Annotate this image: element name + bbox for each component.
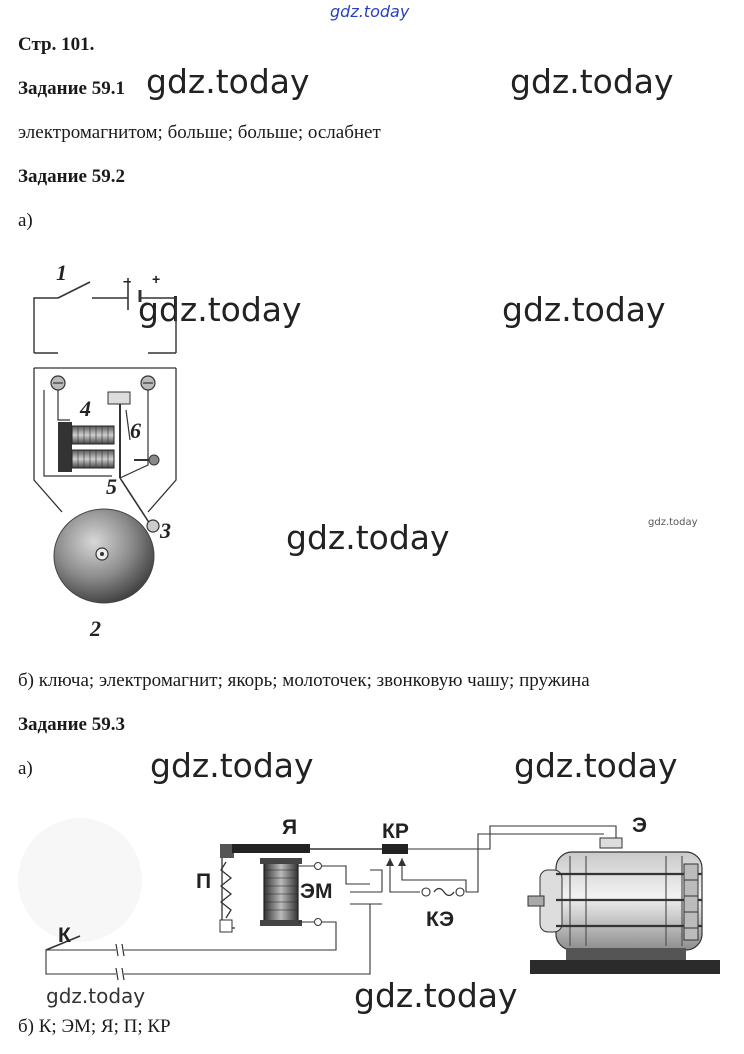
label-e: Э: [632, 814, 647, 837]
relay-motor-diagram: [0, 800, 744, 990]
motor-base: [530, 960, 720, 974]
task-59-2-title: Задание 59.2: [18, 166, 125, 187]
watermark: gdz.today: [354, 976, 518, 1015]
motor-shaft: [528, 896, 544, 906]
task-59-1-answer: электромагнитом; больше; больше; ослабнет: [18, 122, 381, 143]
task-59-2-part-a: а): [18, 210, 33, 231]
label-5: 5: [106, 474, 117, 499]
watermark: gdz.today: [138, 290, 302, 329]
watermark: gdz.today: [46, 984, 146, 1008]
watermark-small: gdz.today: [648, 517, 698, 528]
watermark: gdz.today: [514, 746, 678, 785]
label-k: К: [58, 924, 71, 947]
label-p: П: [196, 870, 212, 893]
watermark-top: gdz.today: [330, 2, 410, 21]
electric-bell-diagram: [0, 250, 260, 650]
electromagnet-coil: [264, 860, 298, 924]
label-3: 3: [160, 518, 171, 543]
armature-bar: [232, 844, 310, 853]
task-59-3-part-b: б) К; ЭМ; Я; П; КР: [18, 1016, 171, 1037]
hammer-ball: [147, 520, 159, 532]
label-plus: +: [152, 271, 161, 287]
watermark: gdz.today: [146, 62, 310, 101]
label-6: 6: [130, 418, 141, 443]
page-header: Стр. 101.: [18, 34, 95, 55]
label-em: ЭМ: [300, 880, 333, 903]
watermark: gdz.today: [150, 746, 314, 785]
label-1: 1: [56, 260, 67, 285]
label-ke: КЭ: [426, 908, 455, 931]
label-kr: КР: [382, 820, 409, 843]
label-2: 2: [90, 616, 101, 641]
task-59-1-title: Задание 59.1: [18, 78, 125, 99]
label-ya: Я: [282, 816, 298, 839]
task-59-2-part-b: б) ключа; электромагнит; якорь; молоточек; звонковую чашу; пружина: [18, 670, 590, 691]
watermark: gdz.today: [286, 518, 450, 557]
watermark: gdz.today: [510, 62, 674, 101]
contact-kr: [382, 844, 408, 854]
ac-symbol: [434, 889, 454, 896]
label-4: 4: [80, 396, 91, 421]
label-minus: –: [123, 273, 132, 290]
task-59-3-part-a: а): [18, 758, 33, 779]
watermark: gdz.today: [502, 290, 666, 329]
task-59-3-title: Задание 59.3: [18, 714, 125, 735]
